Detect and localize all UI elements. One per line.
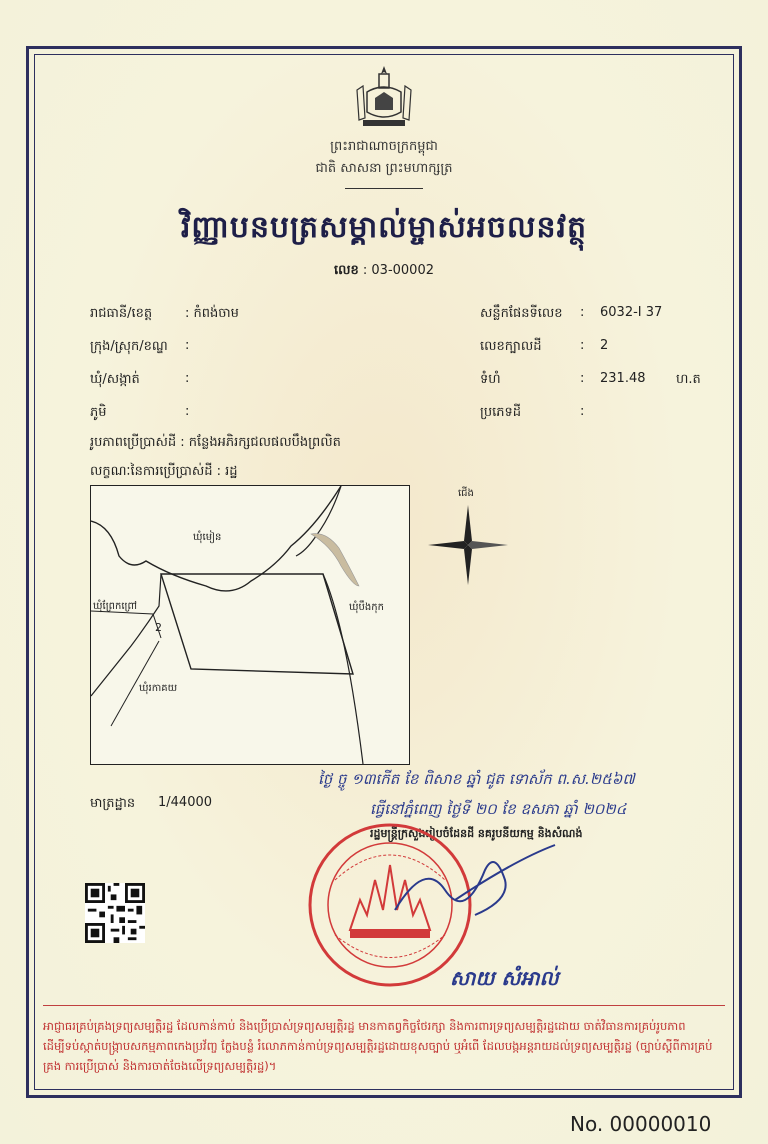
field-village-label: ភូមិ (90, 405, 107, 420)
number-value: : 03-00002 (362, 263, 434, 278)
map-label-west-commune: ឃុំព្រែកព្រៅ (93, 601, 138, 612)
ministry-title: រដ្ឋមន្ត្រីក្រសួងរៀបចំដែនដី នគរូបនីយកម្ម និងសំណង់ (370, 827, 583, 840)
map-label-north-commune: ឃុំមៀន (193, 532, 222, 543)
field-area-label: ទំហំ (480, 372, 501, 387)
motto-text: ជាតិ សាសនា ព្រះមហាក្សត្រ (315, 161, 453, 176)
field-area-value: 231.48 (600, 371, 646, 386)
minister-signature (385, 840, 565, 930)
royal-emblem-icon (349, 62, 419, 132)
map-label-east-commune: ឃុំបឹងកុក (349, 602, 384, 613)
field-parcel-label: លេខក្បាលដី (480, 339, 542, 354)
lunar-date: ថ្ងៃ ច្ចូ ១៣កើត ខែ ពិសាខ ឆ្នាំ ជូត ទោស័ក ព.ស.២៥៦៧ (318, 770, 635, 788)
title-divider (345, 188, 423, 189)
number-label: លេខ (333, 263, 359, 278)
field-mapsheet-colon: : (580, 305, 585, 320)
parcel-map-drawing (91, 486, 409, 764)
field-province-value: : កំពង់ចាម (185, 306, 239, 321)
certificate-number (0, 262, 768, 281)
legal-notice: អាជ្ញាធរគ្រប់គ្រងទ្រព្យសម្បត្តិរដ្ឋ ដែលកាន់កាប់ និងប្រើប្រាស់ទ្រព្យសម្បត្តិរដ្ឋ មានកាតព្វកិច្ចថែរក្សា និងការពារទ្រព្យសម្បត្តិរដ្ឋដោយ ចាត់វិធានការគ្រប់រូបភាព ដើម្បីទប់ស្កាត់បង្ក្រាបសកម្មភាពកេងប្រវ័ញ្ច ក្លែងបន្លំ រំលោភកាន់កាប់ទ្រព្យសម្បត្តិរដ្ឋដោយខុសច្បាប់ ឬអំពើ ដែលបង្កអន្តរាយដល់ទ្រព្យសម្បត្តិរដ្ឋ (ច្បាប់ស្តីពីការគ្រប់គ្រង ការប្រើប្រាស់ និងការចាត់ចែងលើទ្រព្យសម្បត្តិរដ្ឋ)។ (43, 1005, 725, 1083)
map-label-parcel: 2 (155, 621, 162, 634)
compass-rose-icon (428, 505, 508, 585)
field-landtype-colon: : (580, 404, 585, 419)
field-parcel-value: 2 (600, 338, 609, 353)
north-label: ជើង (458, 488, 474, 499)
field-mapsheet-value: 6032-I 37 (600, 305, 663, 320)
field-area-colon: : (580, 371, 585, 386)
kingdom-text: ព្រះរាជាណាចក្រកម្ពុជា (330, 139, 438, 154)
field-commune-value: : (185, 371, 190, 386)
solar-date: ធ្វើនៅភ្នំពេញ ថ្ងៃទី ២០ ខែ ឧសភា ឆ្នាំ ២០២៤ (370, 800, 627, 818)
field-commune-label: ឃុំ/សង្កាត់ (90, 372, 140, 387)
usage-form: រូបភាពប្រើប្រាស់ដី : កន្លែងអភិរក្សជលផលបឹងព្រលិត (90, 435, 341, 450)
field-district-value: : (185, 338, 190, 353)
signatory-name: សាយ សំអាល់ (450, 966, 559, 990)
serial-number: No. 00000010 (570, 1112, 712, 1136)
qr-code-icon (85, 883, 145, 943)
field-village-value: : (185, 404, 190, 419)
field-landtype-label: ប្រភេទដី (480, 405, 522, 420)
field-province-label: រាជធានី/ខេត្ត (90, 306, 153, 321)
field-parcel-colon: : (580, 338, 585, 353)
scale-label: មាត្រដ្ឋាន (90, 796, 136, 811)
field-mapsheet-label: សន្លឹកផែនទីលេខ (480, 306, 563, 321)
map-label-south-commune: ឃុំរកាគយ (139, 683, 178, 694)
usage-type: លក្ខណៈនៃការប្រើប្រាស់ដី : រដ្ឋ (90, 464, 238, 479)
field-district-label: ក្រុង/ស្រុក/ខណ្ឌ (90, 339, 168, 354)
field-area-unit: ហ.ត (676, 372, 701, 387)
page-title: វិញ្ញាបនបត្រសម្គាល់ម្ចាស់អចលនវត្ថុ (180, 210, 588, 245)
scale-value: 1/44000 (158, 795, 213, 810)
parcel-map (90, 485, 410, 765)
